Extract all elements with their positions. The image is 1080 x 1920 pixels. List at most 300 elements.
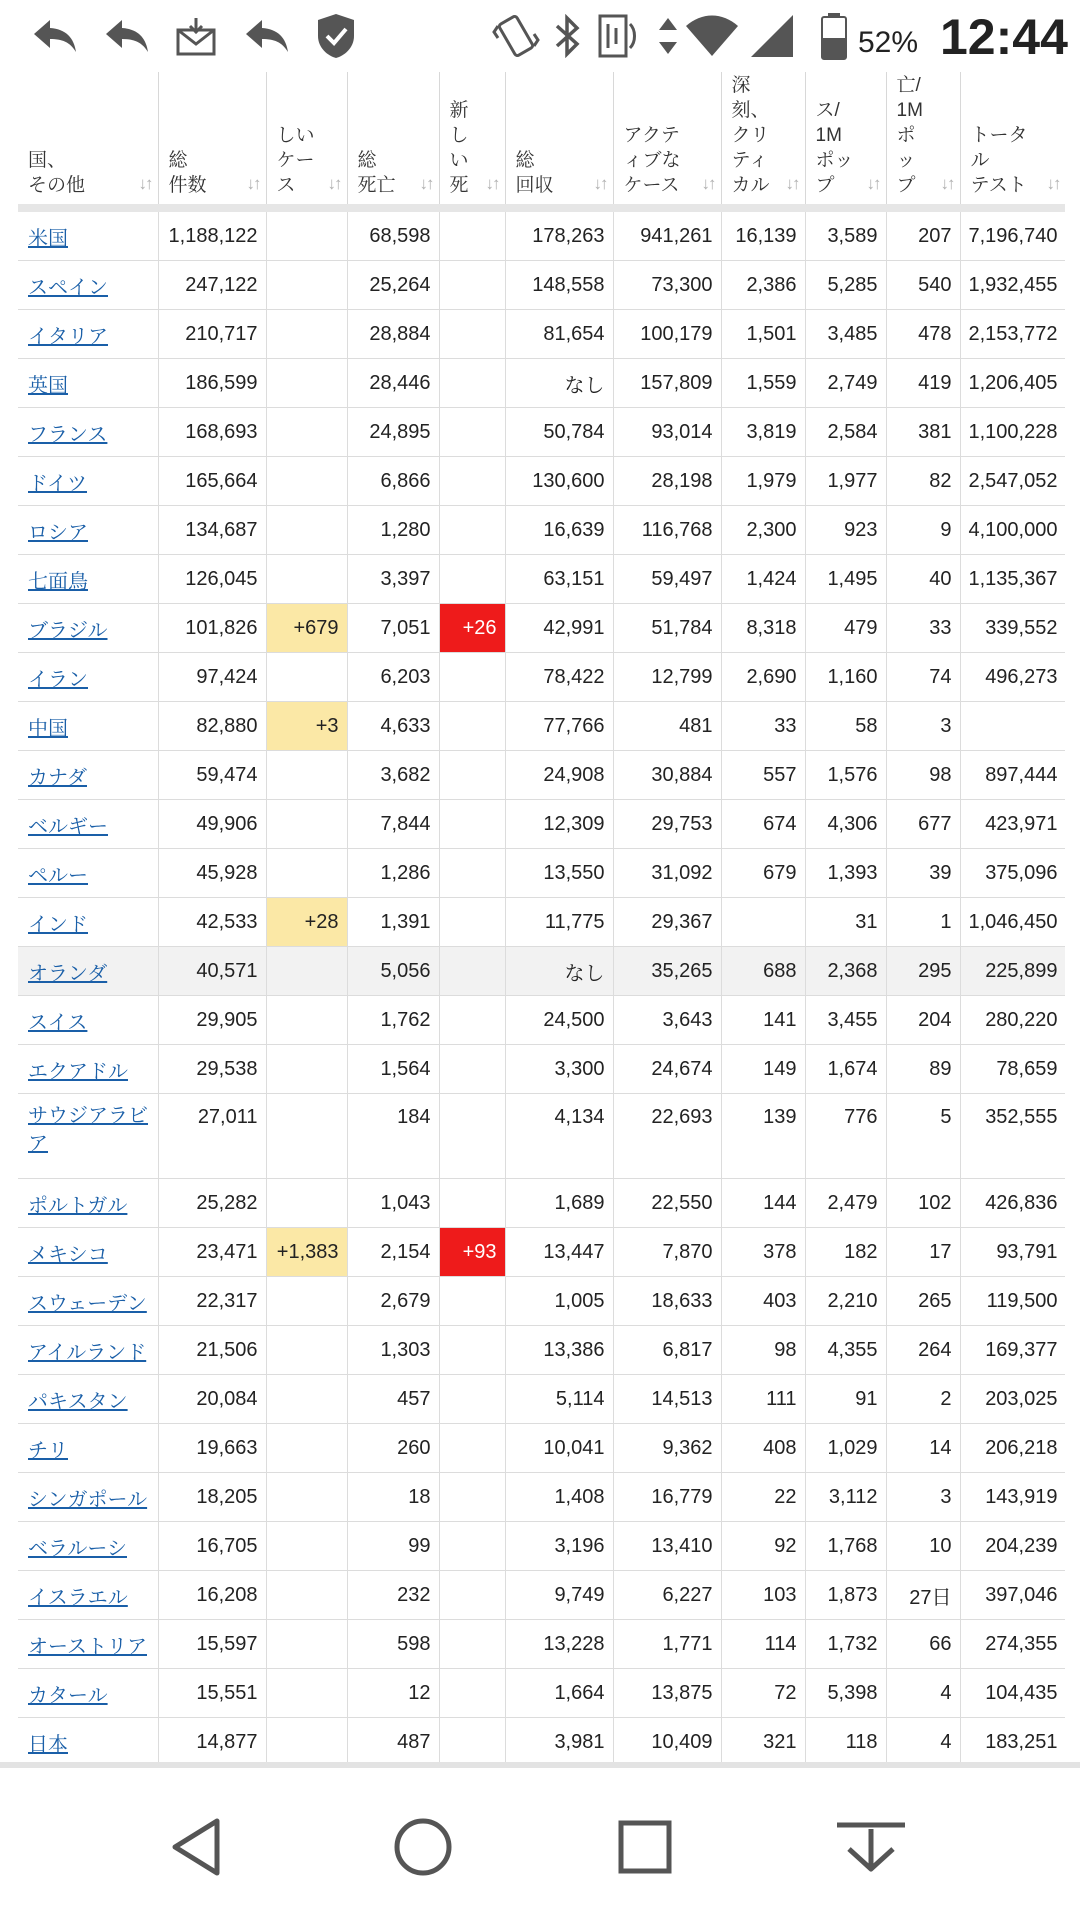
cell-critical: 1,979 bbox=[721, 457, 805, 506]
cell-critical: 111 bbox=[721, 1375, 805, 1424]
cell-total-deaths: 3,682 bbox=[347, 751, 439, 800]
cell-deaths-per-1m: 66 bbox=[886, 1620, 960, 1669]
cell-new-deaths bbox=[439, 947, 505, 996]
cell-total-tests: 93,791 bbox=[960, 1228, 1065, 1277]
country-link[interactable]: サウジアラビア bbox=[28, 1105, 148, 1155]
cell-total-recovered: 78,422 bbox=[505, 653, 613, 702]
cell-total-recovered: 1,005 bbox=[505, 1277, 613, 1326]
cell-total-cases: 16,208 bbox=[158, 1571, 266, 1620]
country-link[interactable]: カタール bbox=[28, 1684, 108, 1707]
cell-active: 481 bbox=[613, 702, 721, 751]
cell-deaths-per-1m: 4 bbox=[886, 1718, 960, 1763]
cell-active: 6,817 bbox=[613, 1326, 721, 1375]
cell-new-cases: +3 bbox=[266, 702, 347, 751]
cell-new-cases bbox=[266, 947, 347, 996]
cell-total-cases: 40,571 bbox=[158, 947, 266, 996]
cell-total-deaths: 184 bbox=[347, 1094, 439, 1179]
cell-cases-per-1m: 4,355 bbox=[805, 1326, 886, 1375]
country-link[interactable]: ブラジル bbox=[28, 619, 108, 642]
column-header-label: 新 し い 死 bbox=[449, 100, 469, 196]
column-header-label: 国、 その他 bbox=[28, 150, 86, 196]
cell-critical: 688 bbox=[721, 947, 805, 996]
cell-total-tests: 1,932,455 bbox=[960, 261, 1065, 310]
cell-deaths-per-1m: 2 bbox=[886, 1375, 960, 1424]
cell-country bbox=[18, 261, 158, 310]
cell-total-tests: 274,355 bbox=[960, 1620, 1065, 1669]
cell-deaths-per-1m: 4 bbox=[886, 1669, 960, 1718]
wifi-icon bbox=[684, 10, 740, 62]
sort-icon[interactable]: ↓↑ bbox=[327, 174, 341, 193]
cell-new-cases bbox=[266, 1620, 347, 1669]
cell-total-tests: 1,046,450 bbox=[960, 898, 1065, 947]
cell-deaths-per-1m: 295 bbox=[886, 947, 960, 996]
country-link[interactable]: 中国 bbox=[28, 717, 68, 740]
cell-new-deaths bbox=[439, 359, 505, 408]
table-row bbox=[18, 996, 1065, 1045]
stats-table-container[interactable] bbox=[0, 72, 1080, 1762]
cell-new-cases bbox=[266, 1424, 347, 1473]
cell-new-cases bbox=[266, 457, 347, 506]
cell-critical bbox=[721, 898, 805, 947]
cell-total-recovered: 5,114 bbox=[505, 1375, 613, 1424]
cell-total-cases: 14,877 bbox=[158, 1718, 266, 1763]
cell-total-deaths: 598 bbox=[347, 1620, 439, 1669]
cell-critical: 378 bbox=[721, 1228, 805, 1277]
country-link[interactable]: オーストリア bbox=[28, 1635, 147, 1658]
cell-critical: 103 bbox=[721, 1571, 805, 1620]
country-link[interactable]: チリ bbox=[28, 1439, 68, 1462]
country-link[interactable]: 米国 bbox=[28, 227, 68, 250]
cell-critical: 408 bbox=[721, 1424, 805, 1473]
column-header-label: 総 回収 bbox=[515, 150, 554, 196]
sort-icon[interactable]: ↓↑ bbox=[701, 174, 715, 193]
cell-total-deaths: 5,056 bbox=[347, 947, 439, 996]
column-header[interactable] bbox=[721, 72, 805, 208]
status-bar bbox=[0, 0, 1080, 72]
cell-total-deaths: 3,397 bbox=[347, 555, 439, 604]
cell-total-recovered: 10,041 bbox=[505, 1424, 613, 1473]
cell-new-cases bbox=[266, 1522, 347, 1571]
cell-total-cases: 23,471 bbox=[158, 1228, 266, 1277]
cell-deaths-per-1m: 27日 bbox=[886, 1571, 960, 1620]
cell-critical: 149 bbox=[721, 1045, 805, 1094]
cell-total-deaths: 1,564 bbox=[347, 1045, 439, 1094]
cell-country bbox=[18, 604, 158, 653]
navigation-bar bbox=[0, 1762, 1080, 1920]
cell-new-cases bbox=[266, 359, 347, 408]
country-link[interactable]: 日本 bbox=[28, 1733, 68, 1756]
cell-cases-per-1m: 479 bbox=[805, 604, 886, 653]
column-header[interactable] bbox=[505, 72, 613, 208]
cell-total-recovered: 3,196 bbox=[505, 1522, 613, 1571]
cell-cases-per-1m: 1,977 bbox=[805, 457, 886, 506]
cell-deaths-per-1m: 3 bbox=[886, 702, 960, 751]
column-header[interactable] bbox=[347, 72, 439, 208]
table-row bbox=[18, 947, 1065, 996]
recents-icon[interactable] bbox=[600, 1802, 690, 1892]
cell-new-cases bbox=[266, 1669, 347, 1718]
cell-critical: 114 bbox=[721, 1620, 805, 1669]
cell-total-tests: 143,919 bbox=[960, 1473, 1065, 1522]
cell-deaths-per-1m: 677 bbox=[886, 800, 960, 849]
home-icon[interactable] bbox=[378, 1802, 468, 1892]
cell-critical: 674 bbox=[721, 800, 805, 849]
reply-icon bbox=[26, 10, 82, 62]
cell-total-tests: 1,100,228 bbox=[960, 408, 1065, 457]
column-header[interactable] bbox=[18, 72, 158, 208]
clock-time: 12:44 bbox=[940, 9, 1068, 65]
cell-new-deaths bbox=[439, 702, 505, 751]
country-link[interactable]: 英国 bbox=[28, 374, 68, 397]
cell-active: 18,633 bbox=[613, 1277, 721, 1326]
cell-critical: 33 bbox=[721, 702, 805, 751]
cell-deaths-per-1m: 1 bbox=[886, 898, 960, 947]
cell-country bbox=[18, 1620, 158, 1669]
cell-deaths-per-1m: 40 bbox=[886, 555, 960, 604]
battery-percent: 52% bbox=[858, 26, 919, 59]
battery-icon bbox=[806, 10, 862, 62]
country-link[interactable]: スペイン bbox=[28, 276, 108, 299]
cell-total-cases: 134,687 bbox=[158, 506, 266, 555]
cell-critical: 2,300 bbox=[721, 506, 805, 555]
column-header[interactable] bbox=[439, 72, 505, 208]
cell-new-deaths bbox=[439, 1718, 505, 1763]
cell-total-recovered: 3,300 bbox=[505, 1045, 613, 1094]
country-link[interactable]: ペルー bbox=[28, 864, 88, 887]
cell-new-cases bbox=[266, 261, 347, 310]
cell-country bbox=[18, 1326, 158, 1375]
cell-active: 73,300 bbox=[613, 261, 721, 310]
table-row bbox=[18, 1179, 1065, 1228]
country-link[interactable]: エクアドル bbox=[28, 1060, 128, 1083]
cell-total-recovered: 11,775 bbox=[505, 898, 613, 947]
stats-table bbox=[18, 72, 1065, 1762]
sort-icon[interactable]: ↓↑ bbox=[485, 174, 499, 193]
cell-total-tests: 496,273 bbox=[960, 653, 1065, 702]
country-link[interactable]: 七面鳥 bbox=[28, 570, 88, 593]
cell-deaths-per-1m: 540 bbox=[886, 261, 960, 310]
cell-total-cases: 27,011 bbox=[158, 1094, 266, 1179]
cell-new-deaths bbox=[439, 1669, 505, 1718]
cell-total-recovered: 24,908 bbox=[505, 751, 613, 800]
cell-deaths-per-1m: 17 bbox=[886, 1228, 960, 1277]
cell-cases-per-1m: 1,576 bbox=[805, 751, 886, 800]
cell-total-deaths: 7,051 bbox=[347, 604, 439, 653]
cell-total-cases: 18,205 bbox=[158, 1473, 266, 1522]
cell-total-tests: 1,206,405 bbox=[960, 359, 1065, 408]
cell-critical: 8,318 bbox=[721, 604, 805, 653]
cell-country bbox=[18, 751, 158, 800]
cell-new-cases bbox=[266, 1326, 347, 1375]
sort-icon[interactable]: ↓↑ bbox=[866, 174, 880, 193]
table-row bbox=[18, 261, 1065, 310]
cell-cases-per-1m: 182 bbox=[805, 1228, 886, 1277]
cell-total-cases: 82,880 bbox=[158, 702, 266, 751]
column-header-label: トータ ル テスト bbox=[970, 125, 1028, 196]
cell-critical: 92 bbox=[721, 1522, 805, 1571]
vibrate-icon bbox=[488, 10, 544, 62]
sort-icon[interactable]: ↓↑ bbox=[246, 174, 260, 193]
cell-deaths-per-1m: 3 bbox=[886, 1473, 960, 1522]
cell-active: 59,497 bbox=[613, 555, 721, 604]
cell-total-cases: 210,717 bbox=[158, 310, 266, 359]
cell-deaths-per-1m: 98 bbox=[886, 751, 960, 800]
cell-total-cases: 25,282 bbox=[158, 1179, 266, 1228]
cell-total-cases: 186,599 bbox=[158, 359, 266, 408]
column-header[interactable] bbox=[960, 72, 1065, 208]
cell-total-deaths: 1,762 bbox=[347, 996, 439, 1045]
cell-total-cases: 101,826 bbox=[158, 604, 266, 653]
cell-active: 12,799 bbox=[613, 653, 721, 702]
cell-total-tests: 7,196,740 bbox=[960, 208, 1065, 261]
cell-new-deaths bbox=[439, 849, 505, 898]
cell-total-recovered: 130,600 bbox=[505, 457, 613, 506]
cell-country bbox=[18, 1094, 158, 1179]
cell-cases-per-1m: 58 bbox=[805, 702, 886, 751]
cell-active: 29,753 bbox=[613, 800, 721, 849]
cell-active: 35,265 bbox=[613, 947, 721, 996]
cell-cases-per-1m: 1,495 bbox=[805, 555, 886, 604]
cell-deaths-per-1m: 33 bbox=[886, 604, 960, 653]
cell-country bbox=[18, 1424, 158, 1473]
cell-total-recovered: 24,500 bbox=[505, 996, 613, 1045]
cell-active: 22,550 bbox=[613, 1179, 721, 1228]
cell-deaths-per-1m: 381 bbox=[886, 408, 960, 457]
cell-total-tests: 375,096 bbox=[960, 849, 1065, 898]
cell-total-deaths: 1,391 bbox=[347, 898, 439, 947]
cell-active: 13,410 bbox=[613, 1522, 721, 1571]
sort-icon[interactable]: ↓↑ bbox=[785, 174, 799, 193]
cell-cases-per-1m: 1,029 bbox=[805, 1424, 886, 1473]
cell-total-recovered: 13,550 bbox=[505, 849, 613, 898]
cell-deaths-per-1m: 82 bbox=[886, 457, 960, 506]
cell-active: 93,014 bbox=[613, 408, 721, 457]
cell-critical: 1,501 bbox=[721, 310, 805, 359]
cell-critical: 403 bbox=[721, 1277, 805, 1326]
country-link[interactable]: ポルトガル bbox=[28, 1194, 128, 1217]
sort-icon[interactable]: ↓↑ bbox=[940, 174, 954, 193]
cell-total-tests: 426,836 bbox=[960, 1179, 1065, 1228]
column-header[interactable] bbox=[158, 72, 266, 208]
country-link[interactable]: イラン bbox=[28, 668, 88, 691]
country-link[interactable]: メキシコ bbox=[28, 1243, 108, 1266]
cell-critical: 139 bbox=[721, 1094, 805, 1179]
cell-total-cases: 1,188,122 bbox=[158, 208, 266, 261]
table-row bbox=[18, 310, 1065, 359]
cell-deaths-per-1m: 204 bbox=[886, 996, 960, 1045]
cell-cases-per-1m: 31 bbox=[805, 898, 886, 947]
table-row bbox=[18, 1326, 1065, 1375]
cell-deaths-per-1m: 5 bbox=[886, 1094, 960, 1179]
cell-critical: 72 bbox=[721, 1669, 805, 1718]
cell-total-recovered: 63,151 bbox=[505, 555, 613, 604]
cell-critical: 98 bbox=[721, 1326, 805, 1375]
country-link[interactable]: ベルギー bbox=[28, 815, 108, 838]
cell-new-cases bbox=[266, 800, 347, 849]
cell-total-cases: 20,084 bbox=[158, 1375, 266, 1424]
cell-total-deaths: 7,844 bbox=[347, 800, 439, 849]
cell-total-cases: 59,474 bbox=[158, 751, 266, 800]
cell-country bbox=[18, 947, 158, 996]
cell-country bbox=[18, 1718, 158, 1763]
column-header-label: 総 件数 bbox=[168, 150, 207, 196]
cell-total-cases: 247,122 bbox=[158, 261, 266, 310]
country-link[interactable]: ロシア bbox=[28, 521, 88, 544]
country-link[interactable]: ドイツ bbox=[28, 472, 87, 495]
cell-total-tests: 204,239 bbox=[960, 1522, 1065, 1571]
cell-new-cases bbox=[266, 408, 347, 457]
country-link[interactable]: フランス bbox=[28, 423, 108, 446]
cell-country bbox=[18, 1179, 158, 1228]
cell-total-recovered: 4,134 bbox=[505, 1094, 613, 1179]
cell-country bbox=[18, 208, 158, 261]
country-link[interactable]: シンガポール bbox=[28, 1488, 148, 1511]
cell-new-deaths bbox=[439, 457, 505, 506]
cell-total-tests: 423,971 bbox=[960, 800, 1065, 849]
cell-new-cases: +28 bbox=[266, 898, 347, 947]
country-link[interactable]: オランダ bbox=[28, 962, 108, 985]
cell-new-cases bbox=[266, 1277, 347, 1326]
cell-total-recovered: 13,228 bbox=[505, 1620, 613, 1669]
cell-critical: 1,424 bbox=[721, 555, 805, 604]
cell-cases-per-1m: 1,393 bbox=[805, 849, 886, 898]
country-link[interactable]: イスラエル bbox=[28, 1586, 128, 1609]
cell-total-recovered: 13,386 bbox=[505, 1326, 613, 1375]
cell-active: 10,409 bbox=[613, 1718, 721, 1763]
cell-total-recovered: 77,766 bbox=[505, 702, 613, 751]
cell-cases-per-1m: 3,455 bbox=[805, 996, 886, 1045]
mail-icon bbox=[168, 10, 224, 62]
column-header[interactable] bbox=[266, 72, 347, 208]
cell-total-deaths: 1,043 bbox=[347, 1179, 439, 1228]
cell-total-cases: 22,317 bbox=[158, 1277, 266, 1326]
cell-new-cases bbox=[266, 310, 347, 359]
cell-active: 31,092 bbox=[613, 849, 721, 898]
cell-cases-per-1m: 1,768 bbox=[805, 1522, 886, 1571]
cell-new-cases bbox=[266, 1571, 347, 1620]
table-row bbox=[18, 1571, 1065, 1620]
cell-total-deaths: 68,598 bbox=[347, 208, 439, 261]
column-header[interactable] bbox=[886, 72, 960, 208]
cell-total-deaths: 99 bbox=[347, 1522, 439, 1571]
cell-new-deaths: +26 bbox=[439, 604, 505, 653]
back-icon[interactable] bbox=[152, 1802, 242, 1892]
cell-total-recovered: 81,654 bbox=[505, 310, 613, 359]
cell-new-deaths bbox=[439, 1094, 505, 1179]
cell-cases-per-1m: 3,589 bbox=[805, 208, 886, 261]
cell-deaths-per-1m: 74 bbox=[886, 653, 960, 702]
cell-total-recovered: なし bbox=[505, 359, 613, 408]
cell-total-tests: 169,377 bbox=[960, 1326, 1065, 1375]
cell-active: 6,227 bbox=[613, 1571, 721, 1620]
cell-active: 28,198 bbox=[613, 457, 721, 506]
table-row bbox=[18, 208, 1065, 261]
cell-active: 1,771 bbox=[613, 1620, 721, 1669]
cell-critical: 321 bbox=[721, 1718, 805, 1763]
table-row bbox=[18, 1045, 1065, 1094]
cell-total-deaths: 24,895 bbox=[347, 408, 439, 457]
country-link[interactable]: カナダ bbox=[28, 766, 87, 789]
cell-country bbox=[18, 359, 158, 408]
cell-new-deaths bbox=[439, 1375, 505, 1424]
cell-cases-per-1m: 118 bbox=[805, 1718, 886, 1763]
cell-total-tests: 4,100,000 bbox=[960, 506, 1065, 555]
column-header-label: アクテ ィブな ケース bbox=[623, 125, 681, 196]
cell-new-deaths bbox=[439, 1571, 505, 1620]
table-row bbox=[18, 1228, 1065, 1277]
cell-new-cases: +1,383 bbox=[266, 1228, 347, 1277]
table-row bbox=[18, 751, 1065, 800]
country-link[interactable]: パキスタン bbox=[28, 1390, 128, 1413]
cell-total-tests: 280,220 bbox=[960, 996, 1065, 1045]
cell-new-deaths bbox=[439, 506, 505, 555]
cell-total-tests: 206,218 bbox=[960, 1424, 1065, 1473]
cell-new-cases bbox=[266, 1179, 347, 1228]
notification-pull-icon[interactable] bbox=[826, 1802, 916, 1892]
table-row bbox=[18, 849, 1065, 898]
table-row bbox=[18, 1669, 1065, 1718]
cell-active: 14,513 bbox=[613, 1375, 721, 1424]
country-link[interactable]: アイルランド bbox=[28, 1341, 147, 1364]
table-row bbox=[18, 1620, 1065, 1669]
cell-deaths-per-1m: 89 bbox=[886, 1045, 960, 1094]
table-row bbox=[18, 1375, 1065, 1424]
cell-country bbox=[18, 1522, 158, 1571]
cell-total-deaths: 1,286 bbox=[347, 849, 439, 898]
cell-cases-per-1m: 1,873 bbox=[805, 1571, 886, 1620]
cell-total-cases: 15,551 bbox=[158, 1669, 266, 1718]
cell-critical: 144 bbox=[721, 1179, 805, 1228]
table-row bbox=[18, 800, 1065, 849]
cell-active: 100,179 bbox=[613, 310, 721, 359]
cell-cases-per-1m: 776 bbox=[805, 1094, 886, 1179]
cell-new-deaths bbox=[439, 751, 505, 800]
cell-country bbox=[18, 996, 158, 1045]
cell-total-cases: 97,424 bbox=[158, 653, 266, 702]
cell-new-deaths bbox=[439, 261, 505, 310]
table-row bbox=[18, 555, 1065, 604]
cell-cases-per-1m: 3,485 bbox=[805, 310, 886, 359]
country-link[interactable]: ベラルーシ bbox=[28, 1537, 127, 1560]
cell-deaths-per-1m: 207 bbox=[886, 208, 960, 261]
column-header[interactable] bbox=[613, 72, 721, 208]
cell-total-recovered: 50,784 bbox=[505, 408, 613, 457]
column-header[interactable] bbox=[805, 72, 886, 208]
cell-country bbox=[18, 555, 158, 604]
sort-icon[interactable]: ↓↑ bbox=[593, 174, 607, 193]
table-row bbox=[18, 359, 1065, 408]
country-link[interactable]: インド bbox=[28, 913, 88, 936]
cell-total-deaths: 232 bbox=[347, 1571, 439, 1620]
cell-country bbox=[18, 800, 158, 849]
country-link[interactable]: スイス bbox=[28, 1011, 88, 1034]
country-link[interactable]: イタリア bbox=[28, 325, 108, 348]
country-link[interactable]: スウェーデン bbox=[28, 1292, 147, 1315]
cell-new-deaths bbox=[439, 1620, 505, 1669]
cell-cases-per-1m: 3,112 bbox=[805, 1473, 886, 1522]
cell-total-tests: 2,547,052 bbox=[960, 457, 1065, 506]
cell-new-deaths bbox=[439, 208, 505, 261]
sort-icon[interactable]: ↓↑ bbox=[138, 174, 152, 193]
cell-cases-per-1m: 923 bbox=[805, 506, 886, 555]
cell-cases-per-1m: 2,479 bbox=[805, 1179, 886, 1228]
cell-active: 24,674 bbox=[613, 1045, 721, 1094]
cell-new-cases bbox=[266, 208, 347, 261]
sort-icon[interactable]: ↓↑ bbox=[419, 174, 433, 193]
shield-check-icon bbox=[308, 10, 364, 62]
sort-icon[interactable]: ↓↑ bbox=[1046, 174, 1060, 193]
cell-total-cases: 165,664 bbox=[158, 457, 266, 506]
